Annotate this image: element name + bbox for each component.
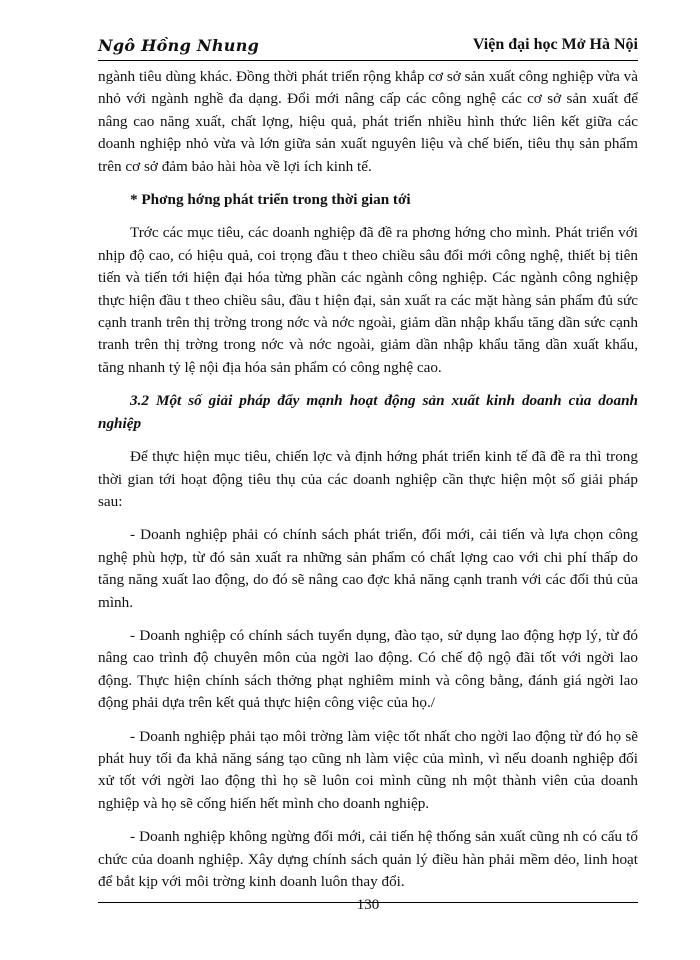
bullet-paragraph-1: - Doanh nghiệp phải có chính sách phát triển, đổi mới, cải tiến và lựa chọn công nghệ phù hợp, từ đó sản xuất ra những sản phẩm có chất lợng cao với chi phí thấp do tăng năng xuất lao động, do đó sẽ nâng cao đợc khả năng cạnh tranh với các đối thủ của mình. — [98, 526, 638, 611]
bullet-paragraph-3: - Doanh nghiệp phải tạo môi trờng làm việc tốt nhất cho ngời lao động từ đó họ sẽ phát huy tối đa khả năng sáng tạo cũng nh làm việc của mình, vì nếu doanh nghiệp đối xử tốt với ngời lao động thì họ sẽ luôn coi mình cũng nh một thành viên của doanh nghiệp và họ sẽ cống hiến hết mình cho doanh nghiệp. — [98, 727, 638, 812]
page-body — [98, 66, 638, 904]
page-header — [98, 30, 638, 61]
bullet-paragraph-2: - Doanh nghiệp có chính sách tuyển dụng, đào tạo, sử dụng lao động hợp lý, từ đó nâng cao trình độ chuyên môn của ngời lao động. Có chế độ ngộ đãi tốt với ngời lao động. Thực hiện chính sách thởng phạt nghiêm minh và công bằng, đánh giá ngời lao động phải dựa trên kết quả thực hiện công việc của họ./ — [98, 626, 638, 712]
page-footer — [98, 897, 638, 927]
section-heading: 3.2 Một số giải pháp đẩy mạnh hoạt động sản xuất kinh doanh của doanh nghiệp — [98, 392, 638, 432]
paragraph-1: ngành tiêu dùng khác. Đồng thời phát triển rộng khắp cơ sở sản xuất công nghiệp vừa và nhỏ với ngành nghề đa dạng. Đổi mới nâng cấp các công nghệ các cơ sở sản xuất để nâng cao năng xuất, chất lợng, hiệu quả, phát triển nhiều hình thức liên kết giữa các doanh nghiệp nhỏ vừa và lớn giữa sản xuất nguyên liệu và chế biến, tiêu thụ sản phẩm trên cơ sở đảm bảo hài hòa về lợi ích kinh tế. — [98, 68, 638, 175]
paragraph-3: Để thực hiện mục tiêu, chiến lợc và định hớng phát triển kinh tế đã đề ra thì trong thời gian tới hoạt động tiêu thụ của các doanh nghiệp cần thực hiện một số giải pháp sau: — [98, 448, 638, 510]
paragraph-2: Trớc các mục tiêu, các doanh nghiệp đã đề ra phơng hớng cho mình. Phát triển với nhịp độ cao, có hiệu quả, coi trọng đầu t theo chiều sâu đổi mới công nghệ, thiết bị tiên tiến và tiến tới hiện đại hóa từng phần các ngành công nghiệp. Các ngành công nghiệp thực hiện đầu t theo chiều sâu, đầu t hiện đại, sản xuất ra các mặt hàng sản phẩm đủ sức cạnh tranh trên thị trờng trong nớc và nớc ngoài, giảm dần nhập khẩu tăng dần sức cạnh tranh trên thị trờng trong nớc và nớc ngoài, giảm dần nhập khẩu tăng dần xuất khẩu, tăng nhanh tỷ lệ nội địa hóa sản phẩm có công nghệ cao. — [98, 224, 638, 376]
institution-name: Viện đại học Mở Hà Nội — [472, 36, 638, 53]
bullet-paragraph-4: - Doanh nghiệp không ngừng đổi mới, cải tiến hệ thống sản xuất cũng nh có cấu tổ chức của doanh nghiệp. Xây dựng chính sách quản lý điều hàn phải mềm dẻo, linh hoạt để bắt kịp với môi trờng kinh doanh luôn thay đổi. — [98, 828, 638, 890]
page-number: 130 — [356, 897, 380, 913]
subsection-heading: * Phơng hớng phát triển trong thời gian tới — [130, 191, 411, 209]
author-name: Ngô Hồng Nhung — [98, 36, 260, 55]
